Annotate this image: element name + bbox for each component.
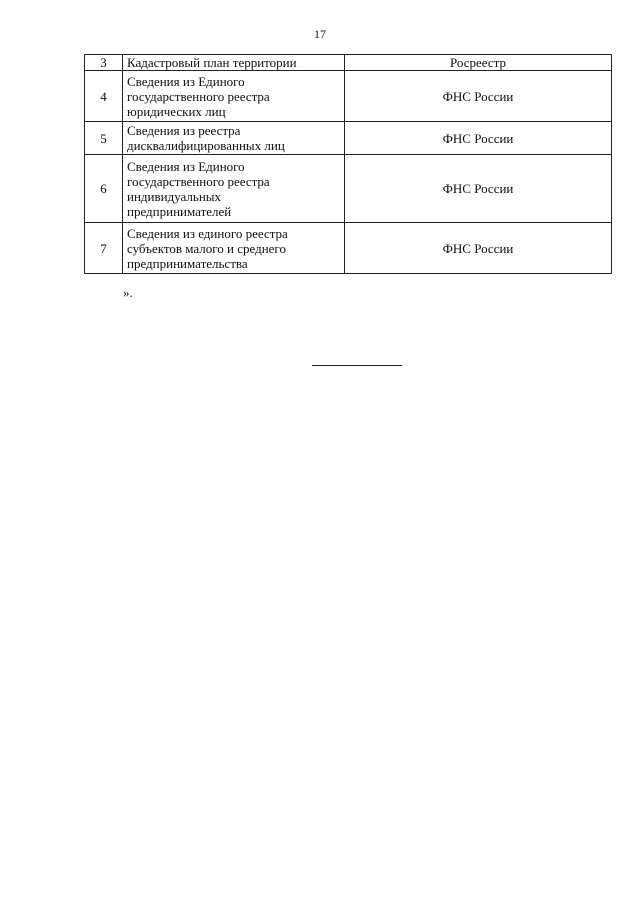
document-name-line: субъектов малого и среднего [127, 240, 286, 256]
row-number: 4 [85, 71, 123, 122]
end-divider [312, 365, 402, 366]
document-name-line: Кадастровый план территории [127, 55, 297, 70]
document-name-line: дисквалифицированных лиц [127, 138, 285, 153]
page-number: 17 [314, 27, 326, 41]
row-number: 7 [85, 223, 123, 274]
document-name-line: государственного реестра [127, 88, 270, 104]
document-name-line: юридических лиц [127, 103, 226, 119]
row-number: 6 [85, 155, 123, 223]
authority-cell: ФНС России [345, 223, 612, 274]
document-table [84, 54, 612, 274]
authority-cell: Росреестр [345, 55, 612, 71]
authority-cell: ФНС России [345, 155, 612, 223]
row-number: 3 [85, 55, 123, 71]
row-number: 5 [85, 122, 123, 155]
authority-cell: ФНС России [345, 122, 612, 155]
document-name-line: индивидуальных [127, 188, 222, 204]
document-name-line: Сведения из реестра [127, 123, 241, 138]
table-row [85, 55, 612, 71]
table-row [85, 71, 612, 122]
document-name-cell [123, 155, 345, 223]
table-row [85, 122, 612, 155]
document-name-cell [123, 122, 345, 155]
document-name-cell [123, 55, 345, 71]
document-name-line: предпринимательства [127, 255, 248, 271]
table-row [85, 223, 612, 274]
document-name-line: Сведения из единого реестра [127, 225, 288, 241]
document-name-line: предпринимателей [127, 203, 232, 219]
table-row [85, 155, 612, 223]
document-name-line: Сведения из Единого [127, 73, 245, 89]
document-name-cell [123, 71, 345, 122]
document-name-cell [123, 223, 345, 274]
closing-quote-mark: ». [123, 285, 133, 300]
authority-cell: ФНС России [345, 71, 612, 122]
document-name-line: Сведения из Единого [127, 158, 245, 174]
document-name-line: государственного реестра [127, 173, 270, 189]
